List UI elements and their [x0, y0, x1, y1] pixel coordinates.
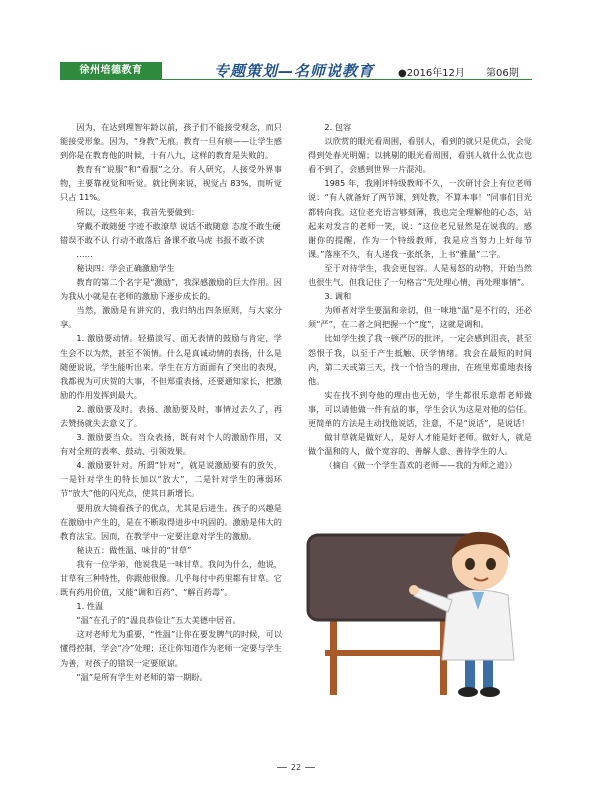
magazine-name: 徐州培德教育 — [79, 65, 143, 76]
citation: （摘自《做一个学生喜欢的老师——我的为师之道》） — [324, 460, 517, 471]
shoe-right — [480, 687, 500, 697]
issue-number: 第06期 — [486, 68, 519, 79]
sub-heading: 1. 性温 — [76, 601, 104, 612]
paragraph: 实在找不到夸他的理由也无妨，学生都很乐意帮老师做事，可以请他做一件有益的事，学生会认为这是对他的信任。更简单的方法是主动找他说话，注意，不是“说话”，是说话！ — [308, 389, 532, 428]
eye-left — [465, 558, 475, 570]
paragraph: “温”是所有学生对老师的第一期盼。 — [76, 671, 208, 682]
paragraph: 比如学生挨了我一顿严厉的批评，一定会感到沮丧，甚至怨恨于我，以至于产生抵触、厌学情绪。我会在最短的时间内，第二天或第三天，找一个恰当的理由，在班里郑重地表扬他。 — [308, 333, 532, 386]
paragraph: 因为，在达到理智年龄以前，孩子们不能接受观念，而只能接受形象。因为，“身教”无痕。教育一旦有痕——让学生感到你是在教育他的时候，十有八九，这样的教育是失败的。 — [60, 122, 282, 161]
paragraph: 做甘草就是做好人，是好人才能是好老师。做好人，就是做个温和的人，做个宽容的、善解人意、善待学生的人。 — [308, 432, 532, 457]
left-column — [60, 120, 282, 684]
paragraph: 错误不敢不认 行动不敢落后 备课不敢马虎 书报不敢不读 — [60, 234, 265, 245]
paragraph: “温”在孔子的“温良恭俭让”五大美德中居首。 — [76, 615, 241, 626]
issue-date: ●2016年12月 — [398, 68, 465, 79]
paragraph: 这对老师尤为重要，“性温”让你在要发脾气的时候，可以懂得控制，学会“冷”处理；还让你知道作为老师一定要与学生为善，对孩子的错误一定要原谅。 — [60, 629, 282, 668]
paragraph: 至于对待学生，我会更包容。人是易怒的动物，开始当然也很生气，但我记住了一句格言“先处理心情，再处理事情”。 — [308, 262, 532, 288]
page-header — [0, 0, 592, 80]
sub-heading: 2. 包容 — [324, 122, 352, 132]
page-number: 22 — [0, 763, 592, 772]
sub-heading: 3. 调和 — [324, 291, 352, 302]
paragraph: 1. 激励要动情。轻描淡写、面无表情的鼓励与肯定，学生会不以为然，甚至不领情。什么是真诚动情的表扬，什么是随便说说，学生能听出来。学生在方方面面有了突出的表现，我都视为可庆贺的大事，不但郑重表扬，还要通知家长，把激励的作用发挥到最大。 — [60, 333, 282, 400]
section-heading: 秘诀四：学会正确激励学生 — [76, 262, 175, 273]
paragraph: 当然，激励是有讲究的，我归纳出四条原则，与大家分享。 — [60, 305, 282, 330]
paragraph: 我有一位学弟，他说我是一味甘草。我问为什么，他说，甘草有三种特性，你跟他很像。几乎每付中药里都有甘草。它既有药用价值，又能“调和百药”、“解百药毒”。 — [60, 558, 282, 598]
paragraph: 1985 年，我刚评特级教师不久，一次研讨会上有位老师说：“有人就备好了两节课，到处教，不算本事！”同事们目光都转向我。这位老充语言够刻薄，我也完全理解他的心态，站起来对发言的老师一笑，说：“这位老兄显然是在说我的。感谢你的提醒，作为一个特级教师，我是应当努力上好每节课。”落座不久，有人递我一张纸条，上书“雅量”二字。 — [308, 178, 532, 259]
eye-right — [486, 558, 496, 570]
section-topic: 专题策划—名师说教育 — [214, 62, 375, 80]
paragraph: 教育的第二个名字是“激励”，我深感激励的巨大作用。因为我从小就是在老师的激励下逐步成长的。 — [60, 277, 282, 302]
paragraph: 为师者对学生要温和亲切，但一味地“温”是不行的，还必须“严”，在二者之间把握一个“度”，这就是调和。 — [308, 305, 532, 330]
right-column — [308, 120, 532, 472]
paragraph: 以欣赏的眼光看周围，看别人，看到的就只是优点，会觉得到处春光明媚；以挑剔的眼光看周围，看别人就什么优点也看不到了，会感到世界一片混沌。 — [308, 136, 532, 175]
section-heading: 秘诀五：做性温、味甘的“甘草” — [76, 544, 192, 555]
paragraph: 2. 激励要及时。表扬、激励要及时，事情过去久了，再去赞扬就失去意义了。 — [60, 403, 282, 428]
paragraph: 4. 激励要针对。所谓“针对”，就是说激励要有的放矢，一是针对学生的特长加以“放大”，二是针对学生的薄弱环节“放大”他的闪光点，使其日新增长。 — [60, 460, 282, 499]
paragraph: 3. 激励要当众。当众表扬，既有对个人的激励作用，又有对全班的表率、鼓动、引领效果。 — [60, 432, 282, 457]
paragraph: …… — [76, 248, 93, 259]
easel-crossbar — [325, 650, 455, 656]
paragraph: 所以，这些年来，我首先要做到： — [76, 206, 200, 217]
paragraph: 要用放大镜看孩子的优点，尤其是后进生。孩子的兴趣是在激励中产生的，是在不断取得进步中巩固的。激励是伟大的教育法宝。因而，在教学中一定要注意对学生的激励。 — [60, 502, 282, 541]
paragraph: 穿戴不敢随便 字迹不敢潦草 说话不敢随意 态度不敢生硬 — [76, 220, 281, 231]
hand — [409, 585, 419, 595]
paragraph: 教育有“说服”和“看服”之分。有人研究，人接受外界事物，主要靠视觉和听觉。就比例来说，视觉占 83%，而听觉只占 11%。 — [60, 164, 282, 203]
shoe-left — [458, 687, 478, 697]
teacher-illustration — [300, 500, 540, 700]
